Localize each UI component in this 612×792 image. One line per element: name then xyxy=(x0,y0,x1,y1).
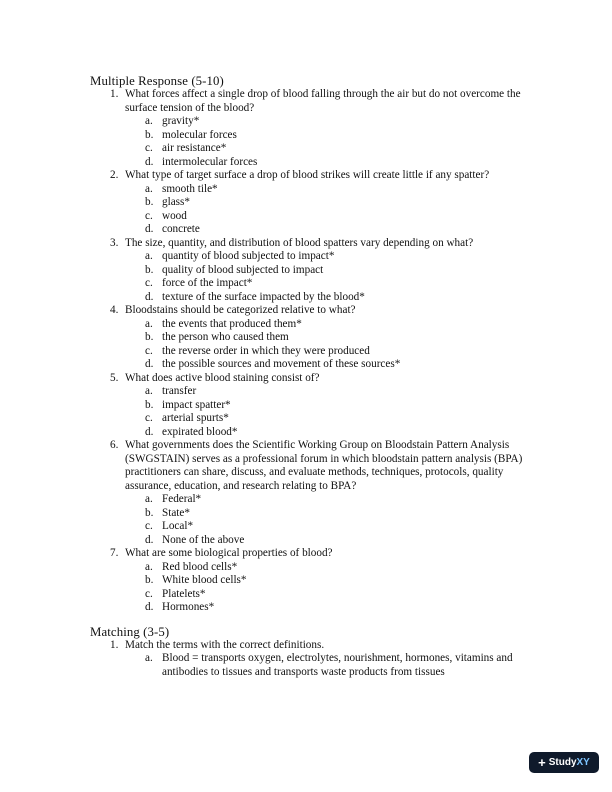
answer-option xyxy=(90,507,550,521)
option-letter: a. xyxy=(145,652,153,664)
option-list xyxy=(90,385,550,439)
option-text: quantity of blood subjected to impact* xyxy=(162,250,335,262)
option-letter: d. xyxy=(145,155,154,168)
option-text: smooth tile* xyxy=(162,182,218,195)
question-number: 1. xyxy=(110,88,119,100)
answer-option xyxy=(90,156,550,170)
option-text: wood xyxy=(162,209,187,222)
question-number: 2. xyxy=(110,169,119,181)
answer-option xyxy=(90,196,550,210)
option-text: Hormones* xyxy=(162,601,215,613)
option-text: transfer xyxy=(162,385,197,397)
question xyxy=(90,439,550,493)
section-title: Matching (3-5) xyxy=(90,624,170,639)
section-multiple-response xyxy=(90,74,550,615)
option-letter: c. xyxy=(145,587,153,600)
question-list xyxy=(90,639,550,680)
answer-option xyxy=(90,183,550,197)
answer-option xyxy=(90,358,550,372)
option-list xyxy=(90,183,550,237)
option-letter: d. xyxy=(145,358,154,370)
option-text: gravity* xyxy=(162,115,200,127)
option-letter: d. xyxy=(145,223,154,235)
option-letter: c. xyxy=(145,344,153,357)
option-letter: d. xyxy=(145,290,154,303)
option-text: impact spatter* xyxy=(162,398,231,411)
option-letter: a. xyxy=(145,560,153,573)
answer-option xyxy=(90,318,550,332)
option-letter: d. xyxy=(145,601,154,613)
option-letter: c. xyxy=(145,142,153,154)
option-list xyxy=(90,561,550,615)
plus-icon: + xyxy=(538,755,546,770)
option-list xyxy=(90,250,550,304)
question-text: What governments does the Scientific Working Group on Bloodstain Pattern Analysis (SWGSTAIN) serves as a professional forum in which bloodstain pattern analysis (BPA) practitioners can share, discuss, and evaluate methods, techniques, protocols, quality assurance, education, and research relating to BPA? xyxy=(125,439,523,492)
option-text: intermolecular forces xyxy=(162,155,258,168)
answer-option xyxy=(90,601,550,615)
question-text: What type of target surface a drop of blood strikes will create little if any spatter? xyxy=(125,169,490,181)
brand-label: Study xyxy=(548,757,577,768)
option-text: the possible sources and movement of these sources* xyxy=(162,358,401,370)
option-letter: c. xyxy=(145,209,153,222)
option-letter: a. xyxy=(145,317,153,330)
answer-option xyxy=(90,264,550,278)
question-text: What forces affect a single drop of blood falling through the air but do not overcome the surface tension of the blood? xyxy=(125,88,521,114)
option-letter: b. xyxy=(145,574,154,586)
question-number: 7. xyxy=(110,547,119,559)
answer-option xyxy=(90,426,550,440)
question-number: 1. xyxy=(110,638,119,651)
option-text: molecular forces xyxy=(162,128,237,141)
answer-option xyxy=(90,345,550,359)
question-number: 6. xyxy=(110,439,119,451)
option-letter: b. xyxy=(145,398,154,411)
question-number: 3. xyxy=(110,236,119,249)
option-letter: b. xyxy=(145,128,154,141)
option-letter: a. xyxy=(145,385,153,397)
answer-option xyxy=(90,412,550,426)
question-text: Bloodstains should be categorized relative to what? xyxy=(125,304,356,316)
option-text: None of the above xyxy=(162,533,245,546)
option-text: the events that produced them* xyxy=(162,317,302,330)
option-text: air resistance* xyxy=(162,142,227,154)
question-text: What does active blood staining consist of? xyxy=(125,371,320,384)
question xyxy=(90,169,550,183)
option-text: arterial spurts* xyxy=(162,412,229,424)
option-list xyxy=(90,318,550,372)
option-text: force of the impact* xyxy=(162,277,253,289)
question xyxy=(90,88,550,115)
option-text: expirated blood* xyxy=(162,425,238,438)
option-text: texture of the surface impacted by the blood* xyxy=(162,290,365,303)
option-letter: b. xyxy=(145,506,154,519)
answer-option xyxy=(90,652,550,679)
question-number: 5. xyxy=(110,371,119,384)
answer-option xyxy=(90,534,550,548)
answer-option xyxy=(90,588,550,602)
option-text: Federal* xyxy=(162,493,202,505)
option-letter: d. xyxy=(145,425,154,438)
answer-option xyxy=(90,331,550,345)
question-text: What are some biological properties of blood? xyxy=(125,547,333,559)
studyxy-badge[interactable] xyxy=(529,752,599,773)
option-list xyxy=(90,493,550,547)
answer-option xyxy=(90,250,550,264)
option-text: State* xyxy=(162,506,190,519)
option-text: quality of blood subjected to impact xyxy=(162,263,324,276)
brand-accent: XY xyxy=(576,757,590,768)
option-text: Local* xyxy=(162,520,194,532)
answer-option xyxy=(90,129,550,143)
option-text: the person who caused them xyxy=(162,331,289,343)
option-text: Red blood cells* xyxy=(162,560,238,573)
option-text: glass* xyxy=(162,196,190,208)
option-letter: b. xyxy=(145,331,154,343)
question xyxy=(90,547,550,561)
question xyxy=(90,237,550,251)
answer-option xyxy=(90,385,550,399)
option-text: White blood cells* xyxy=(162,574,247,586)
answer-option xyxy=(90,142,550,156)
answer-option xyxy=(90,115,550,129)
answer-option xyxy=(90,277,550,291)
question-text: The size, quantity, and distribution of blood spatters vary depending on what? xyxy=(125,236,474,249)
answer-option xyxy=(90,223,550,237)
question-number: 4. xyxy=(110,304,119,316)
option-letter: c. xyxy=(145,277,153,289)
section-matching xyxy=(90,625,550,680)
answer-option xyxy=(90,210,550,224)
option-letter: c. xyxy=(145,520,153,532)
option-letter: a. xyxy=(145,115,153,127)
question-list xyxy=(90,88,550,615)
option-list xyxy=(90,652,550,679)
option-letter: a. xyxy=(145,182,153,195)
question xyxy=(90,372,550,386)
option-text: Platelets* xyxy=(162,587,206,600)
question xyxy=(90,639,550,653)
option-text: the reverse order in which they were produced xyxy=(162,344,370,357)
answer-option xyxy=(90,493,550,507)
answer-option xyxy=(90,520,550,534)
option-text: Blood = transports oxygen, electrolytes, nourishment, hormones, vitamins and antibodies to tissues and transports waste products from tissues xyxy=(162,652,513,678)
answer-option xyxy=(90,399,550,413)
question-text: Match the terms with the correct definitions. xyxy=(125,638,325,651)
option-list xyxy=(90,115,550,169)
section-title: Multiple Response (5-10) xyxy=(90,74,224,88)
question xyxy=(90,304,550,318)
option-letter: d. xyxy=(145,533,154,546)
option-letter: b. xyxy=(145,263,154,276)
answer-option xyxy=(90,291,550,305)
document-page xyxy=(90,74,550,679)
option-text: concrete xyxy=(162,223,200,235)
answer-option xyxy=(90,574,550,588)
answer-option xyxy=(90,561,550,575)
option-letter: b. xyxy=(145,196,154,208)
option-letter: c. xyxy=(145,412,153,424)
option-letter: a. xyxy=(145,493,153,505)
option-letter: a. xyxy=(145,250,153,262)
